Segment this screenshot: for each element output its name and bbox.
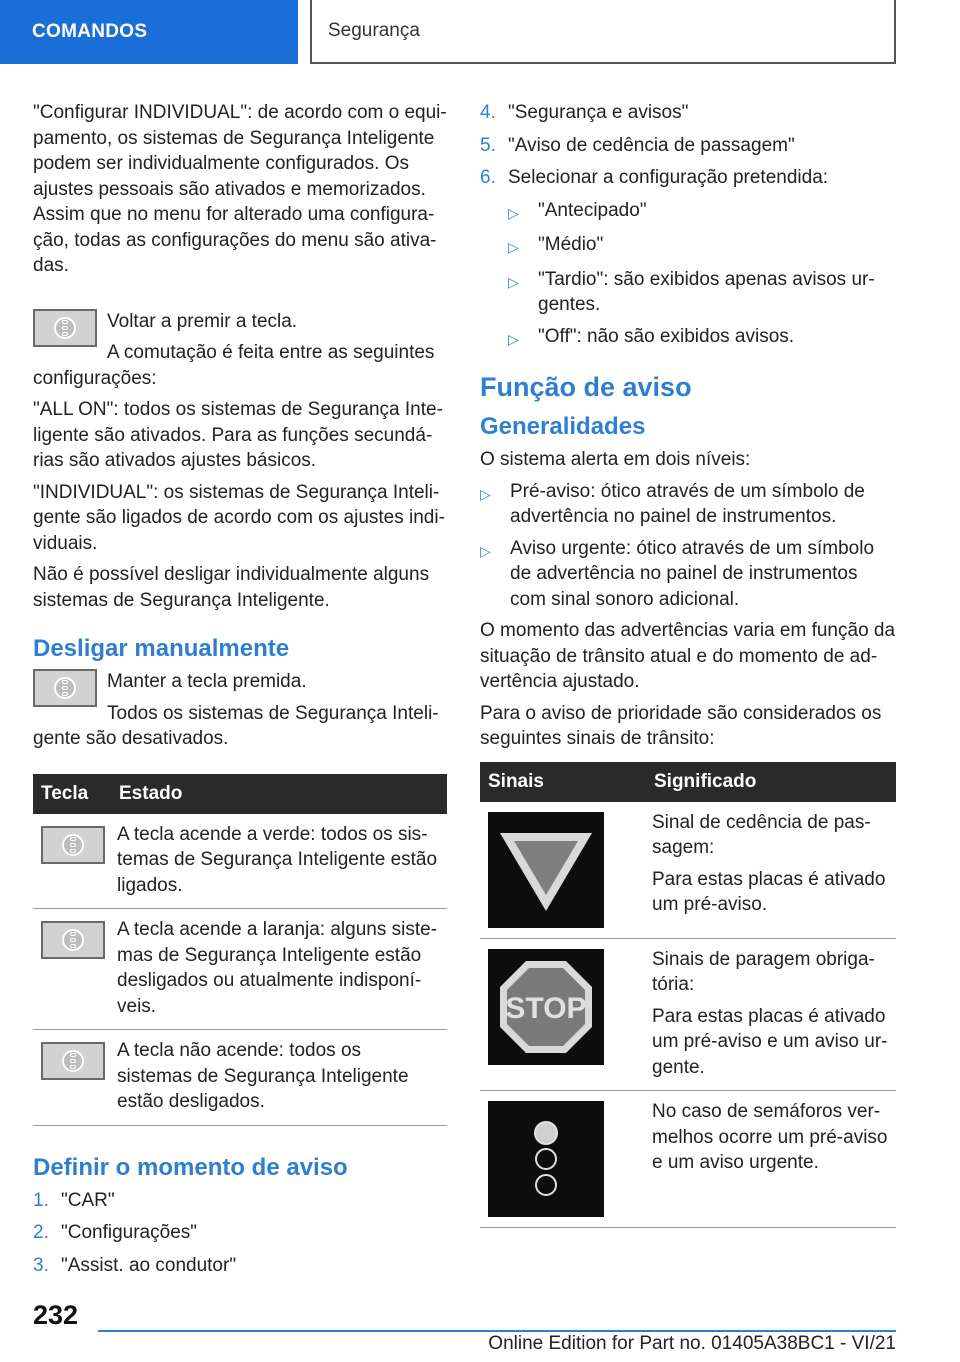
toggle-intro-tail: configurações: [33, 367, 157, 389]
sign-meaning-text: Para estas placas é ativado um pré-aviso e um aviso urgente. [652, 1005, 888, 1078]
table-row [480, 802, 896, 939]
all-off-tail: gente são desativados. [33, 728, 229, 749]
key-state-table [33, 774, 447, 1126]
list-item: ▷ "Tardio": são exibidos apenas avisos urgentes. [508, 267, 896, 318]
alert-levels [480, 479, 896, 613]
list-item: ▷ Aviso urgente: ótico através de um símbolo de advertência no painel de instrumentos com sinal sonoro adicional. [480, 536, 896, 613]
footer-edition: Online Edition for Part no. 01405A38BC1 - VI/21 [488, 1333, 896, 1354]
table-row [33, 909, 447, 1030]
safety-key-orange-icon [41, 921, 105, 959]
list-item: ▷ "Off": não são exibidos avisos. [508, 324, 896, 353]
all-off-inline: Todos os sistemas de Segurança Inteli- [107, 702, 439, 724]
state-text: A tecla acende a verde: todos os sistemas de Segurança Inteligente estão ligados. [111, 814, 447, 909]
table-row [33, 1030, 447, 1126]
list-item: 6. Selecionar a configuração pretendida: [480, 167, 829, 188]
sign-meaning-title: Sinal de cedência de passagem: [652, 811, 871, 858]
triangle-bullet-icon: ▷ [508, 239, 519, 255]
list-item: 5. "Aviso de cedência de passagem" [480, 134, 795, 156]
sign-meaning-text: No caso de semáforos vermelhos ocorre um pré-aviso e um aviso urgente. [652, 1101, 888, 1173]
stop-sign-label: STOP [505, 991, 587, 1025]
intro-paragraph: "Configurar INDIVIDUAL": de acordo com o equipamento, os sistemas de Segurança Inteligente podem ser individualmente configurados. Os ajustes pessoais são ativados e memorizados. Assim que no menu for alterado uma configuração, todas as configurações do menu são ativadas. [33, 102, 447, 276]
general-heading: Generalidades [480, 413, 646, 440]
not-possible-text: Não é possível desligar individualmente alguns sistemas de Segurança Inteligente. [33, 564, 430, 611]
triangle-bullet-icon: ▷ [508, 330, 519, 347]
signs-table [480, 762, 896, 1229]
state-text: A tecla não acende: todos os sistemas de Segurança Inteligente estão desligados. [111, 1030, 447, 1126]
individual-text: "INDIVIDUAL": os sistemas de Segurança Inteligente são ligados de acordo com os ajustes individuais. [33, 481, 445, 554]
list-item: 2. "Configurações" [33, 1222, 198, 1243]
header-title: Segurança [328, 20, 420, 41]
right-column [480, 100, 896, 1228]
all-on-text: "ALL ON": todos os sistemas de Segurança Inteligente são ativados. Para as funções secundárias são ativados ajustes básicos. [33, 399, 443, 471]
page-number: 232 [33, 1300, 79, 1330]
timing-heading: Definir o momento de aviso [33, 1153, 348, 1181]
page-header [310, 0, 896, 64]
triangle-bullet-icon: ▷ [508, 273, 519, 290]
list-item: 3. "Assist. ao condutor" [33, 1254, 237, 1276]
timing-varies-text: O momento das advertências varia em função da situação de trânsito atual e do momento de advertência ajustado. [480, 620, 896, 692]
triangle-bullet-icon: ▷ [508, 204, 519, 221]
list-item: 1. "CAR" [33, 1189, 115, 1211]
alert-intro: O sistema alerta em dois níveis: [480, 449, 751, 470]
triangle-bullet-icon: ▷ [480, 485, 491, 502]
col-header-state: Estado [111, 774, 447, 814]
traffic-light-icon [488, 1101, 604, 1217]
col-header-signs: Sinais [480, 762, 646, 802]
hold-key-text: Manter a tecla premida. [107, 671, 307, 692]
toggle-intro-inline: A comutação é feita entre as seguintes [107, 342, 435, 363]
timing-steps-cont [480, 100, 896, 191]
list-item: ▷ "Antecipado" [508, 198, 896, 227]
section-tab [0, 0, 298, 64]
list-item: ▷ Pré-aviso: ótico através de um símbolo de advertência no painel de instrumentos. [480, 479, 896, 530]
footer-divider [98, 1330, 896, 1332]
table-row [480, 938, 896, 1091]
manual-off-heading: Desligar manualmente [33, 635, 290, 662]
col-header-meaning: Significado [646, 762, 896, 802]
safety-key-green-icon [41, 826, 105, 864]
priority-intro-text: Para o aviso de prioridade são considerados os seguintes sinais de trânsito: [480, 702, 882, 749]
triangle-bullet-icon: ▷ [480, 542, 491, 559]
sign-meaning-title: Sinais de paragem obrigatória: [652, 948, 875, 995]
yield-sign-icon [488, 812, 604, 928]
table-row [33, 814, 447, 909]
list-item: ▷ "Médio" [508, 232, 896, 261]
press-again-text: Voltar a premir a tecla. [107, 310, 298, 332]
hold-key-row [33, 669, 447, 726]
safety-key-icon [33, 669, 97, 707]
list-item: 4. "Segurança e avisos" [480, 102, 689, 123]
timing-steps [33, 1188, 447, 1279]
option-list [508, 198, 896, 353]
sign-meaning-text: Para estas placas é ativado um pré-aviso. [652, 868, 886, 915]
safety-key-off-icon [41, 1042, 105, 1080]
warning-heading: Função de aviso [480, 372, 692, 402]
col-header-key: Tecla [33, 774, 111, 814]
safety-key-icon [33, 309, 97, 347]
section-label: COMANDOS [32, 21, 148, 42]
press-again-row [33, 309, 447, 366]
left-column [33, 100, 447, 1285]
table-row [480, 1091, 896, 1228]
stop-sign-icon [488, 949, 604, 1065]
state-text: A tecla acende a laranja: alguns sistemas de Segurança Inteligente estão desligados ou atualmente indisponíveis. [111, 909, 447, 1030]
